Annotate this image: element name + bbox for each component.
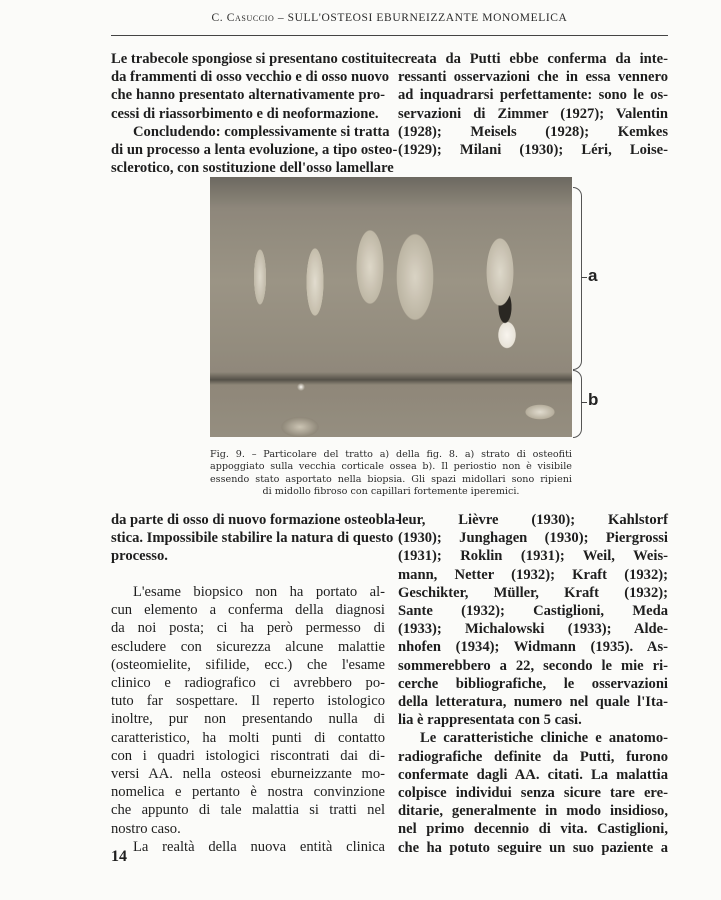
brace-a-tick: [581, 277, 587, 278]
text-line: cessi di riassorbimento e di neoformazione.: [111, 105, 379, 122]
text-line: escludere con sicurezza alcune malattie: [111, 638, 385, 655]
text-line: tuto far sospettare. Il reperto istologico: [111, 693, 385, 710]
text-line: Le trabecole spongiose si presentano costituite: [111, 51, 399, 67]
text-line: ditarie, generalmente in modo insidioso,: [398, 803, 668, 820]
text-line: (1931); Roklin (1931); Weil, Weis-: [398, 548, 668, 565]
text-line: mann, Netter (1932); Kraft (1932);: [398, 566, 668, 583]
text-line: (osteomielite, sifilide, ecc.) che l'esame: [111, 656, 385, 673]
text-line: che hanno presentato alternativamente pro-: [111, 87, 385, 104]
text-line: Concludendo: complessivamente si tratta: [133, 123, 390, 140]
text-line: da parte di osso di nuovo formazione osteobla-: [111, 512, 401, 528]
brace-a: [573, 187, 582, 370]
figure-9-micrograph: [210, 177, 572, 437]
text-line: stica. Impossibile stabilire la natura di questo: [111, 530, 394, 547]
text-line: Geschikter, Müller, Kraft (1932);: [398, 584, 668, 601]
text-line: versi AA. nella osteosi eburneizzante mo-: [111, 766, 385, 783]
text-line: (1930); Junghagen (1930); Piergrossi: [398, 530, 668, 547]
text-line: clinico e radiografico ci avrebbero po-: [111, 675, 385, 692]
caption-line: Fig. 9. – Particolare del tratto a) della fig. 8. a) strato di osteofiti: [210, 449, 572, 460]
text-line: sommerebbero a 22, secondo le mie ri-: [398, 657, 668, 674]
text-line: caratteristico, ha molti punti di contatto: [111, 729, 385, 746]
text-line: lia è rappresentata con 5 casi.: [398, 712, 582, 729]
text-line: L'esame biopsico non ha portato al-: [133, 584, 385, 600]
right-column-bottom-paragraphs: [398, 511, 668, 857]
text-line: della letteratura, numero nel quale l'Ita-: [398, 694, 668, 711]
text-line: nhofen (1934); Widmann (1935). As-: [398, 639, 668, 656]
figure-label-a: a: [588, 266, 598, 285]
text-line: che ha potuto seguire un suo paziente a: [398, 839, 668, 856]
caption-line: essendo stato asportato nella biopsia. Gli spazi midollari sono ripieni: [210, 473, 572, 485]
text-line: che appunto di tale malattia si tratti nel: [111, 802, 385, 819]
caption-line: appoggiato sulla vecchia corticale ossea b). Il periostio non è visibile: [210, 461, 572, 473]
text-line: ressanti osservazioni che in essa vennero: [398, 69, 668, 86]
text-line: sclerotico, con sostituzione dell'osso lamellare: [111, 160, 394, 177]
left-column-mid-paragraph: [111, 511, 401, 566]
text-line: nel primo decennio di vita. Castiglioni,: [398, 821, 668, 838]
text-line: processo.: [111, 548, 168, 565]
text-line: ad inquadrarsi perfettamente: sono le os-: [398, 87, 668, 104]
text-line: con i quadri istologici riscontrati dai di-: [111, 747, 385, 764]
text-line: nomelica e pertanto è nostra convinzione: [111, 784, 385, 801]
text-line: (1928); Meisels (1928); Kemkes: [398, 123, 668, 140]
text-line: di un processo a lenta evoluzione, a tipo osteo-: [111, 142, 398, 159]
text-line: La realtà della nuova entità clinica: [133, 838, 385, 855]
figure-caption: [210, 449, 572, 499]
page-number: 14: [111, 848, 127, 865]
text-line: cun elemento a conferma della diagnosi: [111, 602, 385, 619]
text-line: da frammenti di osso vecchio e di osso nuovo: [111, 69, 390, 86]
running-head: [111, 12, 668, 24]
left-column-bottom-paragraphs: [111, 583, 385, 856]
text-line: radiografiche definite da Putti, furono: [398, 748, 668, 765]
text-line: (1929); Milani (1930); Léri, Loise-: [398, 142, 668, 159]
text-line: inoltre, pur non presentando nulla di: [111, 711, 385, 728]
text-line: colpisce individui senza sicure tare ere-: [398, 785, 668, 802]
figure-label-b: b: [588, 390, 599, 409]
caption-line: di midollo fibroso con capillari fortemente iperemici.: [262, 486, 520, 498]
text-line: leur, Lièvre (1930); Kahlstorf: [398, 512, 668, 528]
header-rule: [111, 35, 668, 36]
right-column-top-paragraph: [398, 50, 668, 159]
text-line: servazioni di Zimmer (1927); Valentin: [398, 105, 668, 122]
text-line: Sante (1932); Castiglioni, Meda: [398, 603, 668, 620]
text-line: Le caratteristiche cliniche e anatomo-: [420, 730, 668, 747]
left-column-top-paragraphs: [111, 50, 399, 177]
text-line: confermate dagli AA. citati. La malattia: [398, 766, 668, 783]
text-line: creata da Putti ebbe conferma da inte-: [398, 51, 668, 67]
text-line: da noi posta; ci ha però permesso di: [111, 620, 385, 637]
running-head-title: SULL'OSTEOSI EBURNEIZZANTE MONOMELICA: [287, 12, 568, 24]
brace-b: [573, 370, 582, 438]
text-line: (1933); Michalowski (1933); Alde-: [398, 621, 668, 638]
running-head-author: C. Casuccio: [211, 12, 275, 24]
text-line: nostro caso.: [111, 820, 181, 837]
brace-b-tick: [581, 402, 587, 403]
running-head-separator: –: [274, 12, 288, 24]
text-line: cerche bibliografiche, le osservazioni: [398, 675, 668, 692]
